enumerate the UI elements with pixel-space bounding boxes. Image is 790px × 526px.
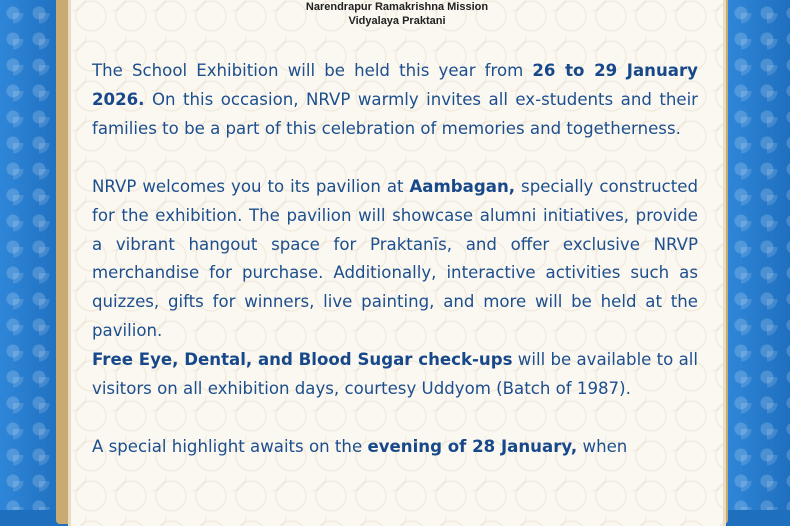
exhibition-dates: 26 to 29 January 2026. bbox=[92, 61, 698, 109]
header-line-1: Narendrapur Ramakrishna Mission bbox=[305, 1, 489, 13]
paragraph-pavilion: NRVP welcomes you to its pavilion at Aambagan, specially constructed for the exhibition. The pavilion will showcase alumni initiatives, provide a vibrant hangout space for Praktanīs, and offer exclusive NRVP merchandise for purchase. Additionally, interactive activities such as quizzes, gifts for winners, live painting, and more will be held at the pavilion. bbox=[92, 176, 698, 341]
pavilion-location: Aambagan, bbox=[409, 176, 516, 196]
decorative-border-right bbox=[728, 0, 790, 510]
highlight-date: evening of 28 January, bbox=[367, 436, 578, 456]
paragraph-exhibition-dates: The School Exhibition will be held this year from 26 to 29 January 2026. On this occasion, NRVP warmly invites all ex-students and their families to be a part of this celebration of memories and togetherness. bbox=[92, 61, 698, 138]
paragraph-special-highlight: A special highlight awaits on the evening of 28 January, when bbox=[92, 436, 628, 456]
health-checkups: Free Eye, Dental, and Blood Sugar check-ups bbox=[92, 350, 513, 370]
paragraph-health-checkups: Free Eye, Dental, and Blood Sugar check-ups will be available to all visitors on all exhibition days, courtesy Uddyom (Batch of 1987). bbox=[92, 350, 698, 399]
header-line-2: Vidyalaya Praktani bbox=[348, 15, 446, 27]
decorative-border-left bbox=[0, 0, 62, 510]
announcement-body bbox=[92, 57, 698, 462]
